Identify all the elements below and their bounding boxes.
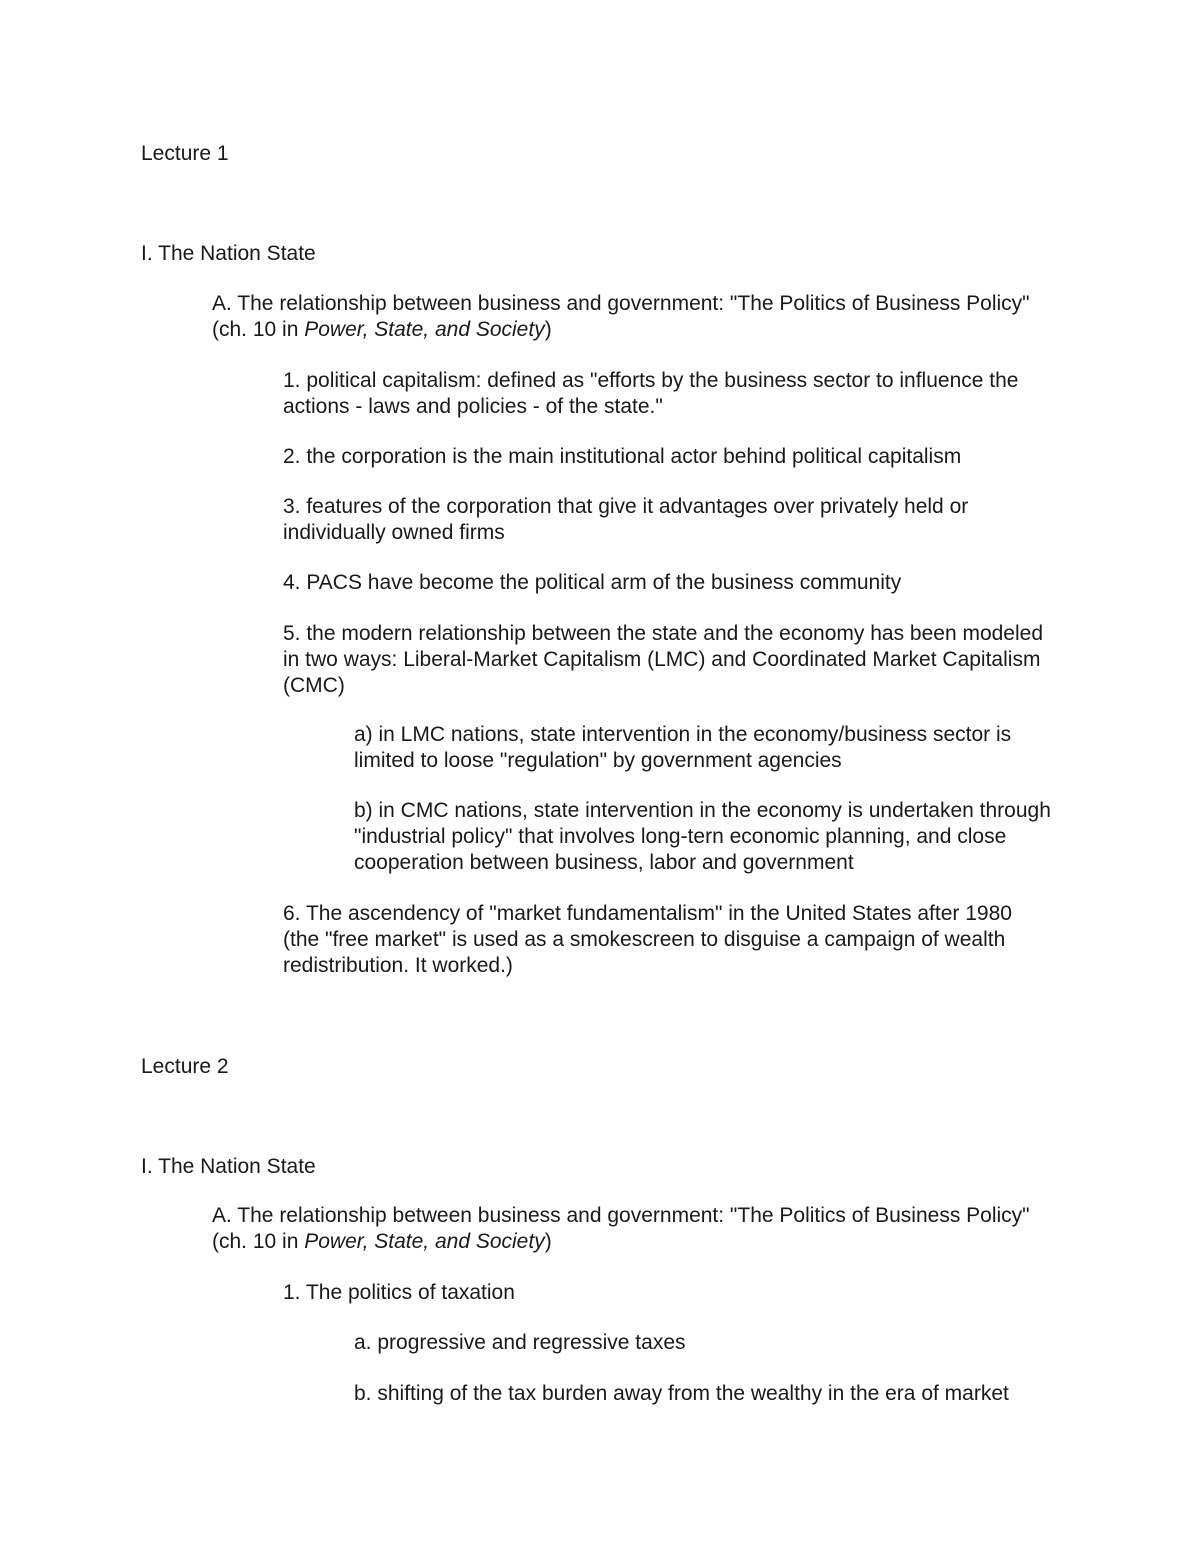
subsection-heading (212, 1203, 1042, 1255)
subsection-heading (212, 291, 1042, 343)
subsection-suffix: ) (544, 318, 552, 341)
book-title: Power, State, and Society (304, 1230, 545, 1253)
section-heading: I. The Nation State (141, 1155, 316, 1178)
sub-list-item: b. shifting of the tax burden away from the wealthy in the era of market (354, 1382, 1009, 1405)
subsection-suffix: ) (544, 1230, 552, 1253)
list-item: 5. the modern relationship between the state and the economy has been modeled in two ways: Liberal-Market Capitalism (LMC) and Coordinated Market Capitalism (CMC) (283, 622, 1044, 697)
sub-list-item: a. progressive and regressive taxes (354, 1331, 686, 1354)
sub-list-item: b) in CMC nations, state intervention in the economy is undertaken through "industrial policy" that involves long-tern economic planning, and close cooperation between business, labor and government (354, 799, 1051, 874)
list-item: 1. political capitalism: defined as "efforts by the business sector to influence the actions - laws and policies - of the state." (283, 369, 1019, 418)
list-item: 2. the corporation is the main institutional actor behind political capitalism (283, 445, 962, 468)
list-item: 4. PACS have become the political arm of the business community (283, 571, 902, 594)
lecture-heading: Lecture 1 (141, 142, 229, 165)
subsection-text: A. The relationship between business and government: "The Politics of Business Policy" (ch. 10 in (212, 292, 1030, 341)
section-heading: I. The Nation State (141, 242, 316, 265)
lecture-heading: Lecture 2 (141, 1055, 229, 1078)
list-item: 3. features of the corporation that give it advantages over privately held or individually owned firms (283, 495, 969, 544)
subsection-text: A. The relationship between business and government: "The Politics of Business Policy" (ch. 10 in (212, 1204, 1030, 1253)
book-title: Power, State, and Society (304, 318, 545, 341)
list-item: 1. The politics of taxation (283, 1281, 515, 1304)
sub-list-item: a) in LMC nations, state intervention in the economy/business sector is limited to loose "regulation" by government agencies (354, 723, 1012, 772)
list-item: 6. The ascendency of "market fundamentalism" in the United States after 1980 (the "free market" is used as a smokescreen to disguise a campaign of wealth redistribution. It worked.) (283, 902, 1012, 977)
